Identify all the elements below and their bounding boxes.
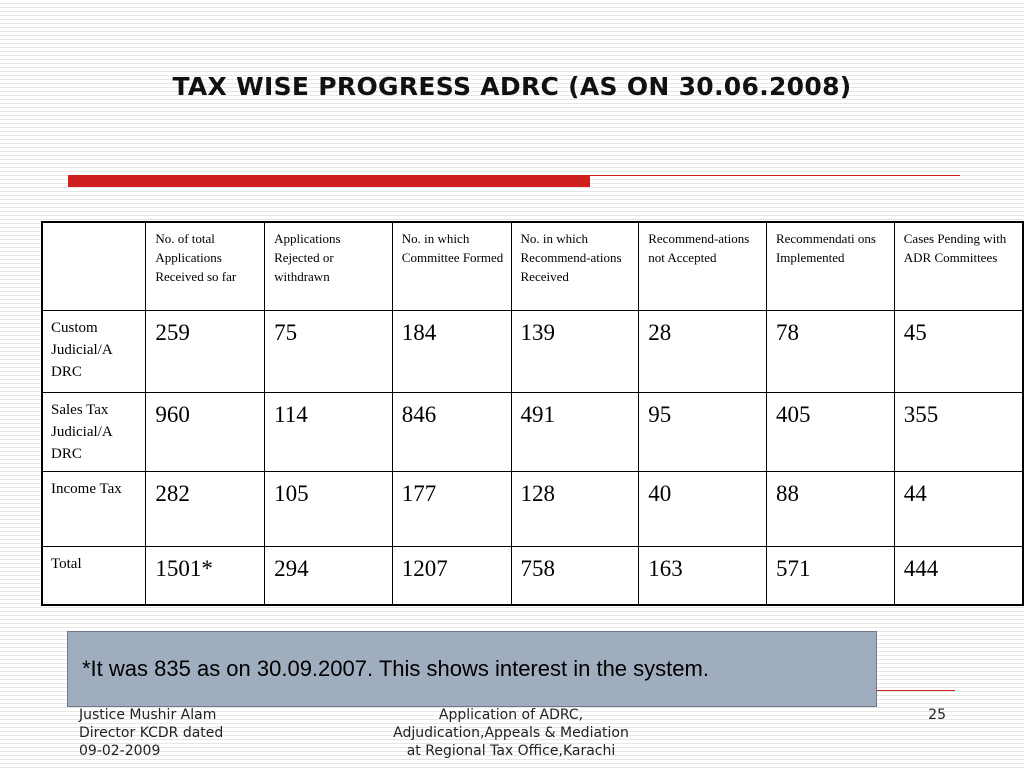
cell-value: 40 [639,472,767,547]
title-underline-bar [68,175,590,187]
cell-value: 163 [639,547,767,606]
footer-topic-line: at Regional Tax Office,Karachi [406,743,616,759]
cell-value: 44 [894,472,1023,547]
cell-value: 78 [766,311,894,393]
cell-value: 114 [265,393,393,472]
footer-author-line: Director KCDR dated [79,725,224,741]
cell-value: 846 [392,393,511,472]
header-total-received: No. of total Applications Received so far [146,222,265,311]
footnote-rule [877,690,955,691]
table-row [42,311,1023,393]
cell-value: 571 [766,547,894,606]
footer-topic-line: Application of ADRC, [438,707,584,723]
header-implemented: Recommendati ons Implemented [766,222,894,311]
row-label: Total [42,547,146,606]
cell-value: 95 [639,393,767,472]
cell-value: 139 [511,311,639,393]
header-not-accepted: Recommend-ations not Accepted [639,222,767,311]
header-recommendations-received: No. in which Recommend-ations Received [511,222,639,311]
cell-value: 1501* [146,547,265,606]
cell-value: 28 [639,311,767,393]
cell-value: 960 [146,393,265,472]
footer-author [79,706,309,760]
cell-value: 758 [511,547,639,606]
table-row [42,393,1023,472]
cell-value: 444 [894,547,1023,606]
title-underline-line [590,175,960,176]
progress-table [41,221,1024,606]
cell-value: 259 [146,311,265,393]
header-rejected: Applications Rejected or withdrawn [265,222,393,311]
footer-topic-line: Adjudication,Appeals & Mediation [393,725,629,741]
footer-author-line: Justice Mushir Alam [79,707,217,723]
footer-topic [340,706,682,760]
cell-value: 282 [146,472,265,547]
table-row-total [42,547,1023,606]
cell-value: 45 [894,311,1023,393]
row-label: Income Tax [42,472,146,547]
slide-title: TAX WISE PROGRESS ADRC (AS ON 30.06.2008) [172,72,852,101]
cell-value: 184 [392,311,511,393]
cell-value: 355 [894,393,1023,472]
cell-value: 105 [265,472,393,547]
header-cell-blank [42,222,146,311]
cell-value: 405 [766,393,894,472]
row-label: Sales Tax Judicial/A DRC [42,393,146,472]
footer-author-line: 09-02-2009 [79,743,161,759]
cell-value: 1207 [392,547,511,606]
cell-value: 75 [265,311,393,393]
cell-value: 491 [511,393,639,472]
cell-value: 88 [766,472,894,547]
page-number: 25 [928,707,946,723]
cell-value: 294 [265,547,393,606]
cell-value: 177 [392,472,511,547]
header-committee-formed: No. in which Committee Formed [392,222,511,311]
footnote-box: *It was 835 as on 30.09.2007. This shows interest in the system. [67,631,877,707]
table-header-row [42,222,1023,311]
row-label: Custom Judicial/A DRC [42,311,146,393]
table-row [42,472,1023,547]
header-pending: Cases Pending with ADR Committees [894,222,1023,311]
cell-value: 128 [511,472,639,547]
